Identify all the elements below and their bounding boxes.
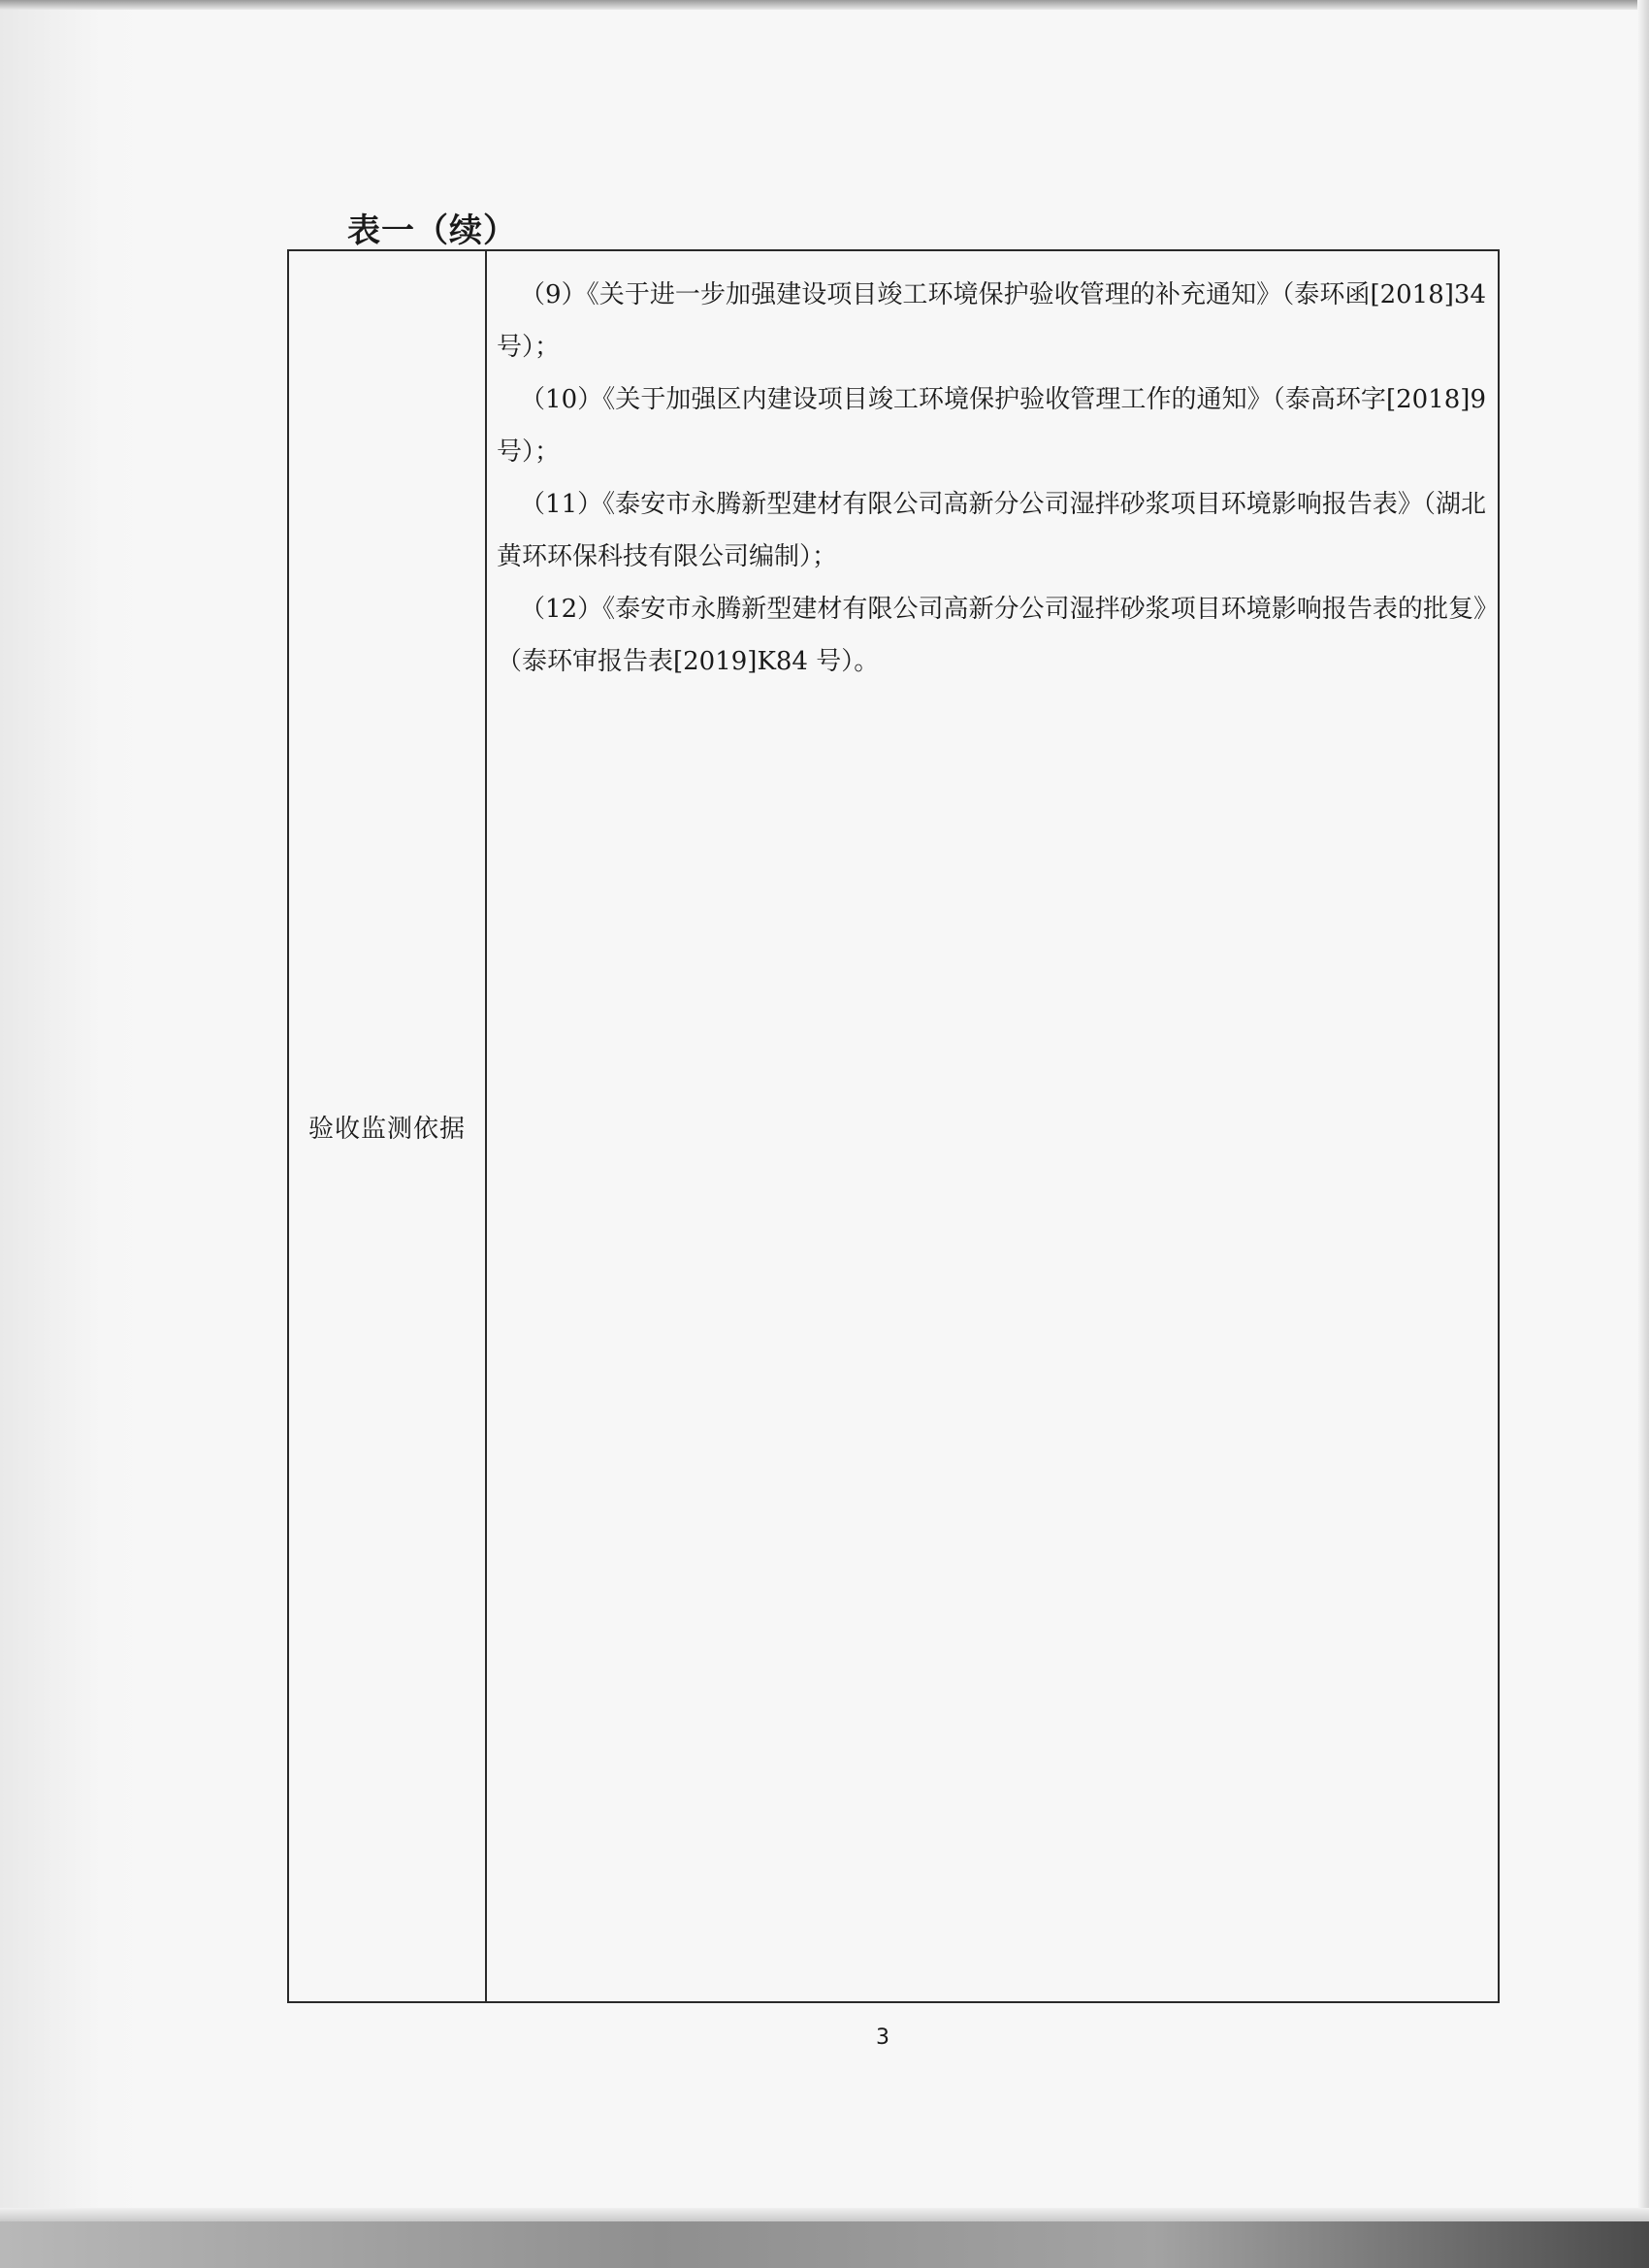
label-cell: [289, 251, 485, 2001]
basis-table: [287, 249, 1500, 2003]
list-item: （12）《泰安市永腾新型建材有限公司高新分公司湿拌砂浆项目环境影响报告表的批复》（泰环审报告表[2019]K84 号）。: [497, 595, 1486, 676]
scan-edge-bottom-light: [0, 2208, 1649, 2221]
scan-edge-bottom: [0, 2221, 1649, 2268]
column-divider: [485, 251, 487, 2001]
table-title: 表一（续）: [347, 211, 517, 250]
scan-shadow-left: [0, 0, 146, 2268]
list-item: （10）《关于加强区内建设项目竣工环境保护验收管理工作的通知》（泰高环字[2018]9 号）；: [497, 385, 1486, 467]
list-item: （9）《关于进一步加强建设项目竣工环境保护验收管理的补充通知》（泰环函[2018]34 号）；: [497, 280, 1486, 362]
content-cell: [497, 269, 1486, 688]
scan-edge-right: [1637, 0, 1649, 2268]
label-text: 验收监测依据: [307, 1114, 466, 1144]
page-number: 3: [876, 2025, 889, 2050]
list-item: （11）《泰安市永腾新型建材有限公司高新分公司湿拌砂浆项目环境影响报告表》（湖北黄环环保科技有限公司编制）；: [497, 490, 1486, 571]
scan-edge-top: [0, 0, 1649, 10]
